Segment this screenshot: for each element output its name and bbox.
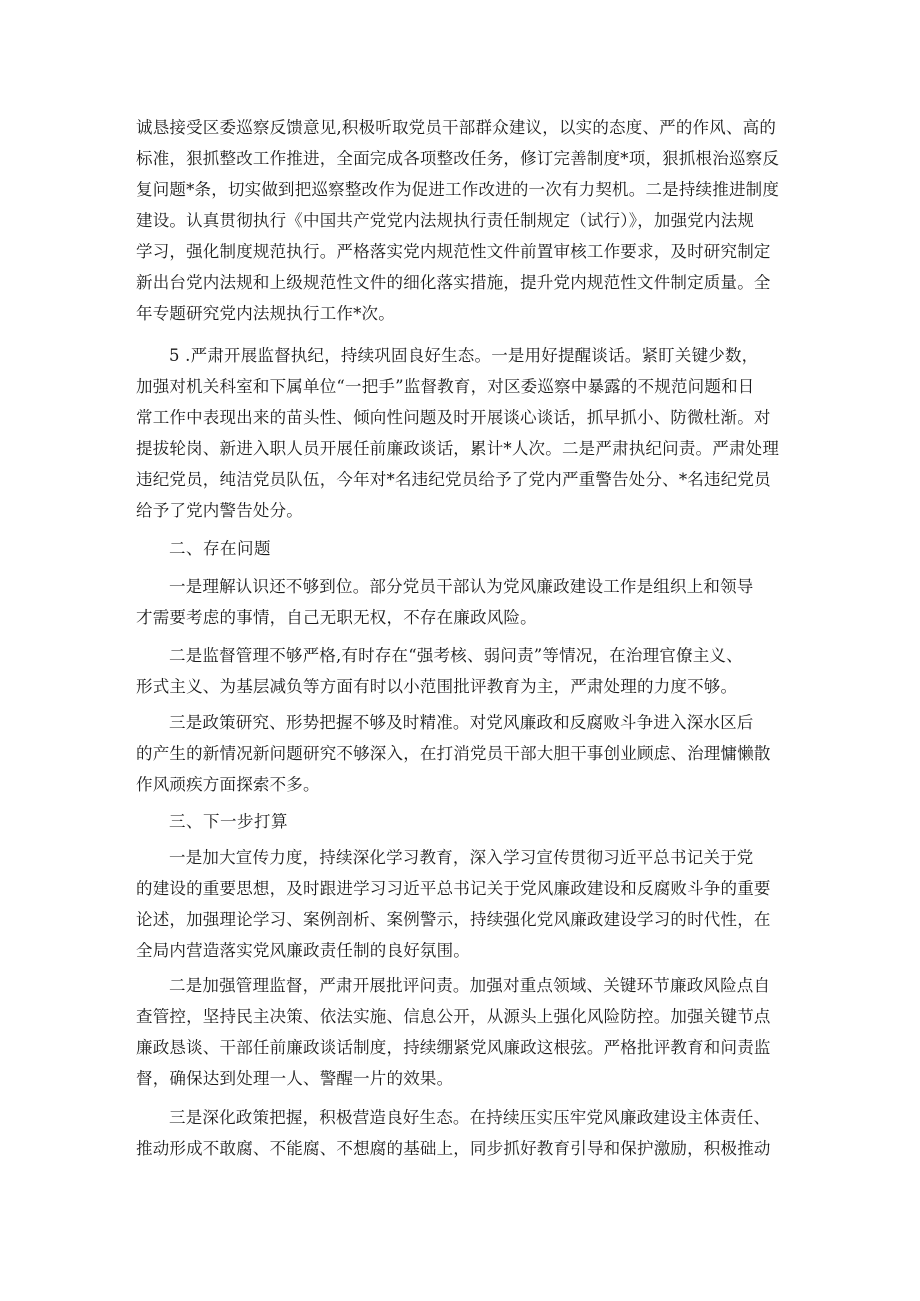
text-line: 形式主义、为基层减负等方面有时以小范围批评教育为主，严肃处理的力度不够。: [136, 677, 738, 696]
paragraph-plan-3: [136, 1102, 796, 1164]
text-line: 的产生的新情况新问题研究不够深入，在打消党员干部大胆干事创业顾虑、治理慵懒散: [136, 744, 771, 763]
paragraph-plan-1: [136, 842, 796, 966]
text-line: 标准，狠抓整改工作推进，全面完成各项整改任务，修订完善制度*项，狠抓根治巡察反: [136, 149, 780, 168]
paragraph-problem-3: [136, 707, 796, 800]
text-line: 加强对机关科室和下属单位“一把手”监督教育，对区委巡察中暴露的不规范问题和日: [136, 377, 755, 396]
text-line: 三是政策研究、形势把握不够及时精准。对党风廉政和反腐败斗争进入深水区后: [169, 713, 754, 732]
text-line: 给予了党内警告处分。: [136, 501, 303, 520]
text-line: 查管控，坚持民主决策、依法实施、信息公开，从源头上强化风险防控。加强关键节点: [136, 1007, 771, 1026]
text-line: 才需要考虑的事情，自己无职无权，不存在廉政风险。: [136, 608, 537, 627]
text-line: 论述，加强理论学习、案例剖析、案例警示，持续强化党风廉政建设学习的时代性，在: [136, 910, 771, 929]
text-line: 二是加强管理监督，严肃开展批评问责。加强对重点领域、关键环节廉政风险点自: [169, 976, 771, 995]
text-line: 二是监督管理不够严格,有时存在“强考核、弱问责”等情况，在治理官僚主义、: [169, 646, 743, 665]
text-line: 学习，强化制度规范执行。严格落实党内规范性文件前置审核工作要求，及时研究制定: [136, 242, 771, 261]
text-line: 一是理解认识还不够到位。部分党员干部认为党风廉政建设工作是组织上和领导: [169, 577, 754, 596]
text-line: 提拔轮岗、新进入职人员开展任前廉政谈话，累计*人次。二是严肃执纪问责。严肃处理: [136, 439, 780, 458]
text-line: 三是深化政策把握，积极营造良好生态。在持续压实压牢党风廉政建设主体责任、: [169, 1108, 771, 1127]
heading-text: 二、存在问题: [169, 539, 271, 558]
text-line: 作风顽疾方面探索不多。: [136, 775, 320, 794]
text-line: 的建设的重要思想，及时跟进学习习近平总书记关于党风廉政建设和反腐败斗争的重要: [136, 879, 771, 898]
text-line: 5 .严肃开展监督执纪，持续巩固良好生态。一是用好提醒谈话。紧盯关键少数，: [169, 346, 759, 365]
paragraph-supervision: [136, 340, 796, 526]
text-line: 新出台党内法规和上级规范性文件的细化落实措施，提升党内规范性文件制定质量。全: [136, 273, 771, 292]
paragraph-plan-2: [136, 970, 796, 1094]
text-line: 全局内营造落实党风廉政责任制的良好氛围。: [136, 941, 470, 960]
paragraph-problem-2: [136, 640, 796, 702]
text-line: 廉政恳谈、干部任前廉政谈话制度，持续绷紧党风廉政这根弦。严格批评教育和问责监: [136, 1038, 771, 1057]
paragraph-problem-1: [136, 571, 796, 633]
text-line: 督，确保达到处理一人、警醒一片的效果。: [136, 1069, 454, 1088]
text-line: 建设。认真贯彻执行《中国共产党党内法规执行责任制规定（试行）》，加强党内法规: [136, 211, 755, 230]
text-line: 诚恳接受区委巡察反馈意见,积极听取党员干部群众建议，以实的态度、严的作风、高的: [136, 118, 777, 137]
section-heading-plan: [136, 806, 796, 837]
text-line: 年专题研究党内法规执行工作*次。: [136, 304, 395, 323]
text-line: 复问题*条，切实做到把巡察整改作为促进工作改进的一次有力契机。二是持续推进制度: [136, 180, 780, 199]
text-line: 推动形成不敢腐、不能腐、不想腐的基础上，同步抓好教育引导和保护激励，积极推动: [136, 1139, 771, 1158]
text-line: 常工作中表现出来的苗头性、倾向性问题及时开展谈心谈话，抓早抓小、防微杜渐。对: [136, 408, 771, 427]
paragraph-institution-building: [136, 112, 796, 329]
text-line: 违纪党员，纯洁党员队伍，今年对*名违纪党员给予了党内严重警告处分、*名违纪党员: [136, 470, 771, 489]
text-line: 一是加大宣传力度，持续深化学习教育，深入学习宣传贯彻习近平总书记关于党: [169, 848, 754, 867]
section-heading-problems: [136, 533, 796, 564]
heading-text: 三、下一步打算: [169, 812, 288, 831]
